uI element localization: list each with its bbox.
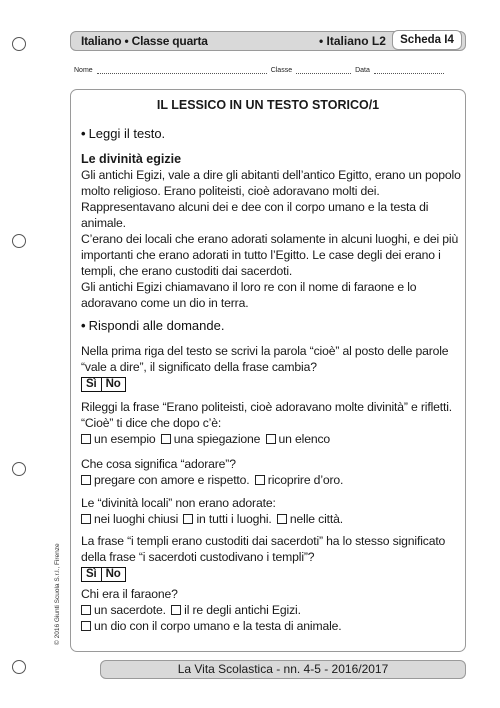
bullet-icon: •	[81, 318, 86, 333]
option-label: un dio con il corpo umano e la testa di animale.	[94, 619, 342, 633]
question-2	[81, 399, 461, 447]
date-label: Data	[355, 67, 370, 74]
yes-option[interactable]: Sì	[86, 378, 97, 390]
question-3	[81, 456, 461, 488]
class-field[interactable]	[296, 67, 351, 74]
option-label: nelle città.	[289, 512, 343, 526]
checkbox[interactable]	[277, 514, 287, 524]
option-label: un sacerdote.	[94, 603, 166, 617]
yes-no-box	[81, 567, 126, 582]
question-text: Rileggi la frase “Erano politeisti, cioè adoravano molte divinità” e rifletti. “Cioè” ti dice che dopo c’è:	[81, 400, 453, 430]
options	[81, 602, 461, 618]
question-text: Nella prima riga del testo se scrivi la parola “cioè” al posto delle parole “vale a dire”, il significato della frase cambia?	[81, 344, 449, 374]
binder-hole-4	[12, 660, 26, 674]
question-4	[81, 495, 461, 527]
yes-option[interactable]: Sì	[86, 568, 97, 580]
option-label: nei luoghi chiusi	[94, 512, 179, 526]
question-6	[81, 586, 461, 634]
no-option[interactable]: No	[101, 568, 125, 581]
option-label: un esempio	[94, 432, 156, 446]
options	[81, 431, 461, 447]
binder-hole-3	[12, 462, 26, 476]
checkbox[interactable]	[171, 605, 181, 615]
date-field[interactable]	[374, 67, 444, 74]
worksheet-card	[70, 89, 466, 652]
checkbox[interactable]	[161, 434, 171, 444]
options	[81, 472, 461, 488]
options	[81, 511, 461, 527]
question-text: La frase “i templi erano custoditi dai sacerdoti” ha lo stesso significato della frase “i sacerdoti custodivano i templi”?	[81, 534, 446, 564]
reading-text	[81, 167, 461, 311]
option-label: una spiegazione	[173, 432, 261, 446]
name-field[interactable]	[97, 67, 267, 74]
question-text: Chi era il faraone?	[81, 587, 178, 601]
option-label: in tutti i luoghi.	[196, 512, 272, 526]
question-text: Le “divinità locali” non erano adorate:	[81, 496, 276, 510]
sheet-badge: Scheda I4	[392, 30, 462, 50]
bullet-icon: •	[81, 126, 86, 141]
checkbox[interactable]	[81, 514, 91, 524]
question-5	[81, 533, 461, 582]
header-bar	[70, 31, 466, 51]
read-instruction: • Leggi il testo.	[81, 126, 166, 141]
checkbox[interactable]	[255, 475, 265, 485]
binder-hole-1	[12, 37, 26, 51]
question-1	[81, 343, 461, 392]
checkbox[interactable]	[81, 475, 91, 485]
worksheet-title: IL LESSICO IN UN TESTO STORICO/1	[156, 98, 380, 112]
option-label: pregare con amore e rispetto.	[94, 473, 250, 487]
option-label: ricoprire d’oro.	[267, 473, 344, 487]
checkbox[interactable]	[183, 514, 193, 524]
text-title: Le divinità egizie	[81, 152, 182, 166]
option-label: un elenco	[278, 432, 331, 446]
class-label: Classe	[270, 67, 293, 74]
checkbox[interactable]	[81, 434, 91, 444]
yes-no-box	[81, 377, 126, 392]
question-text: Che cosa significa “adorare”?	[81, 457, 236, 471]
checkbox[interactable]	[266, 434, 276, 444]
copyright-note: © 2016 Giunti Scuola S.r.l., Firenze	[54, 543, 61, 645]
options	[81, 618, 461, 634]
no-option[interactable]: No	[101, 378, 125, 391]
text-paragraph: Gli antichi Egizi, vale a dire gli abitanti dell’antico Egitto, erano un popolo molto religioso. Erano politeisti, cioè adoravano molti dei. Rappresentavano alcuni dei e dee con il corpo umano e la testa di animale.	[81, 168, 461, 230]
checkbox[interactable]	[81, 605, 91, 615]
answer-instruction: • Rispondi alle domande.	[81, 318, 225, 333]
text-paragraph: Gli antichi Egizi chiamavano il loro re con il nome di faraone e lo adoravano come un dio in terra.	[81, 280, 417, 310]
option-label: il re degli antichi Egizi.	[184, 603, 301, 617]
checkbox[interactable]	[81, 621, 91, 631]
binder-hole-2	[12, 234, 26, 248]
subject-class: Italiano • Classe quarta	[81, 34, 208, 48]
footer-bar: La Vita Scolastica - nn. 4-5 - 2016/2017	[100, 660, 466, 679]
level-label: • Italiano L2	[319, 34, 386, 48]
student-fields	[74, 67, 444, 74]
name-label: Nome	[74, 67, 93, 74]
text-paragraph: C’erano dei locali che erano adorati solamente in alcuni luoghi, e dei più importanti che erano adorati in tutto l’Egitto. Le case degli dei erano i templi, che erano custoditi dai sacerdoti.	[81, 232, 459, 278]
